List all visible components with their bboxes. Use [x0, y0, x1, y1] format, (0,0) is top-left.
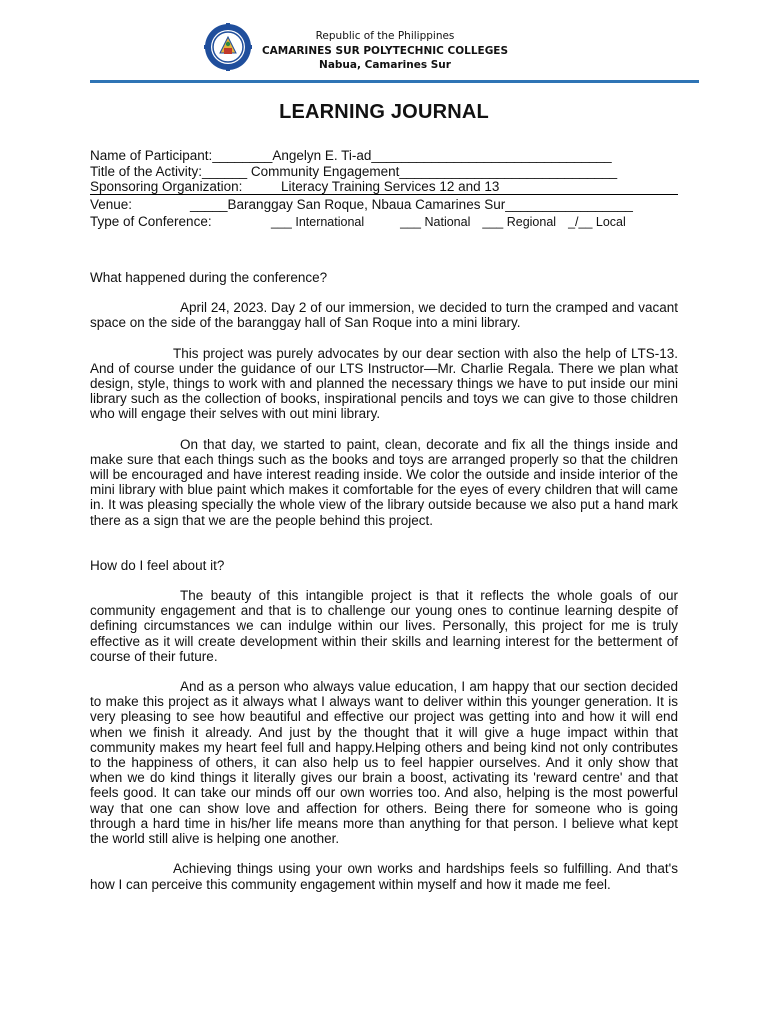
venue-row: [90, 197, 680, 214]
option-mark: ___: [482, 214, 504, 229]
paragraph: April 24, 2023. Day 2 of our immersion, we decided to turn the cramped and vacant space on the side of the baranggay hall of San Roque into a mini library.: [90, 300, 678, 331]
info-fields: [90, 148, 680, 229]
conference-option-local: [568, 215, 626, 229]
option-label: International: [295, 214, 365, 229]
header-divider: [90, 80, 699, 83]
paragraph: And as a person who always value education, I am happy that our section decided to make this project as it always what I always want to deliver within this younger generation. It is very pleasing to see how beautiful and effective our project was getting into and how it will end when we finish it already. And just by the thought that it will give a huge impact within that community makes my heart feel full and happy.Helping others and being kind not only contributes to the happiness of others, it can also help us to feel happier ourselves. And it only show that when we do kind things it literally gives our brain a boost, activating its 'reward centre' and that feels good. It can take our minds off our own worries too. And also, helping is the most powerful way that one can show love and affection for others. Being there for someone who is going through a hard time in his/her life means more than anything for that person. I believe what kept the world still alive is helping one another.: [90, 679, 678, 847]
sponsor-label: Sponsoring Organization:: [90, 179, 243, 194]
option-label: Local: [595, 214, 626, 229]
question-how-feel: How do I feel about it?: [90, 557, 225, 573]
participant-row: [90, 148, 680, 164]
letterhead-text: [255, 29, 515, 73]
conference-option-international: [271, 215, 364, 229]
conference-option-regional: [482, 215, 556, 229]
venue-value: _____Baranggay San Roque, Nbaua Camarines Sur_________________: [190, 196, 633, 212]
activity-row: [90, 164, 680, 180]
paragraph: This project was purely advocates by our dear section with also the help of LTS-13. And of course under the guidance of our LTS Instructor—Mr. Charlie Regala. There we plan what design, style, things to work with and planned the necessary things we have to put inside our mini library such as the collection of books, inspirational pencils and toys we can give to those children who will engage their selves with out mini library.: [90, 345, 678, 422]
header-school: CAMARINES SUR POLYTECHNIC COLLEGES: [261, 44, 509, 57]
paragraph: On that day, we started to paint, clean, decorate and fix all the things inside and make sure that each things such as the books and toys are arranged properly so that the children will be encouraged and have interest reading inside. We color the outside and inside interior of the mini library with blue paint which makes it comfortable for the eyes of every children that will came in. It was pleasing specially the whole view of the library outside because we also put a hand mark there as a sign that we are the people behind this project.: [90, 436, 678, 528]
letterhead: [0, 20, 768, 80]
header-country: Republic of the Philippines: [315, 30, 455, 42]
sponsor-value: Literacy Training Services 12 and 13: [281, 179, 500, 194]
journal-body: [90, 270, 678, 892]
paragraph: The beauty of this intangible project is that it reflects the whole goals of our community engagement and that is to challenge our young ones to continue learning despite of defining circumstances we can indulge within our lives. Personally, this project for me is truly effective as it will create development within their skills and learning interest for the betterment of course of their future.: [90, 588, 678, 664]
option-label: Regional: [506, 214, 557, 229]
header-address: Nabua, Camarines Sur: [319, 59, 451, 71]
venue-label: Venue:: [90, 196, 133, 212]
page-title: LEARNING JOURNAL: [279, 101, 489, 123]
option-label: National: [424, 214, 471, 229]
school-seal-icon: [204, 23, 252, 71]
conference-option-national: [400, 215, 470, 229]
participant-value: ________Angelyn E. Ti-ad________________________________: [212, 148, 612, 163]
participant-label: Name of Participant:: [90, 148, 213, 163]
option-mark: ___: [400, 214, 422, 229]
option-mark: _/__: [568, 214, 593, 229]
activity-value: ______ Community Engagement_____________________________: [202, 163, 618, 179]
paragraph: Achieving things using your own works and hardships feels so fulfilling. And that's how I can perceive this community engagement within myself and how it made me feel.: [90, 861, 678, 892]
question-what-happened: What happened during the conference?: [90, 270, 328, 285]
fields-divider: [90, 194, 678, 195]
option-mark: ___: [271, 214, 292, 229]
activity-label: Title of the Activity:: [90, 163, 203, 179]
conference-label: Type of Conference:: [90, 213, 212, 229]
conference-row: [90, 214, 680, 230]
sponsor-row: [90, 179, 680, 195]
